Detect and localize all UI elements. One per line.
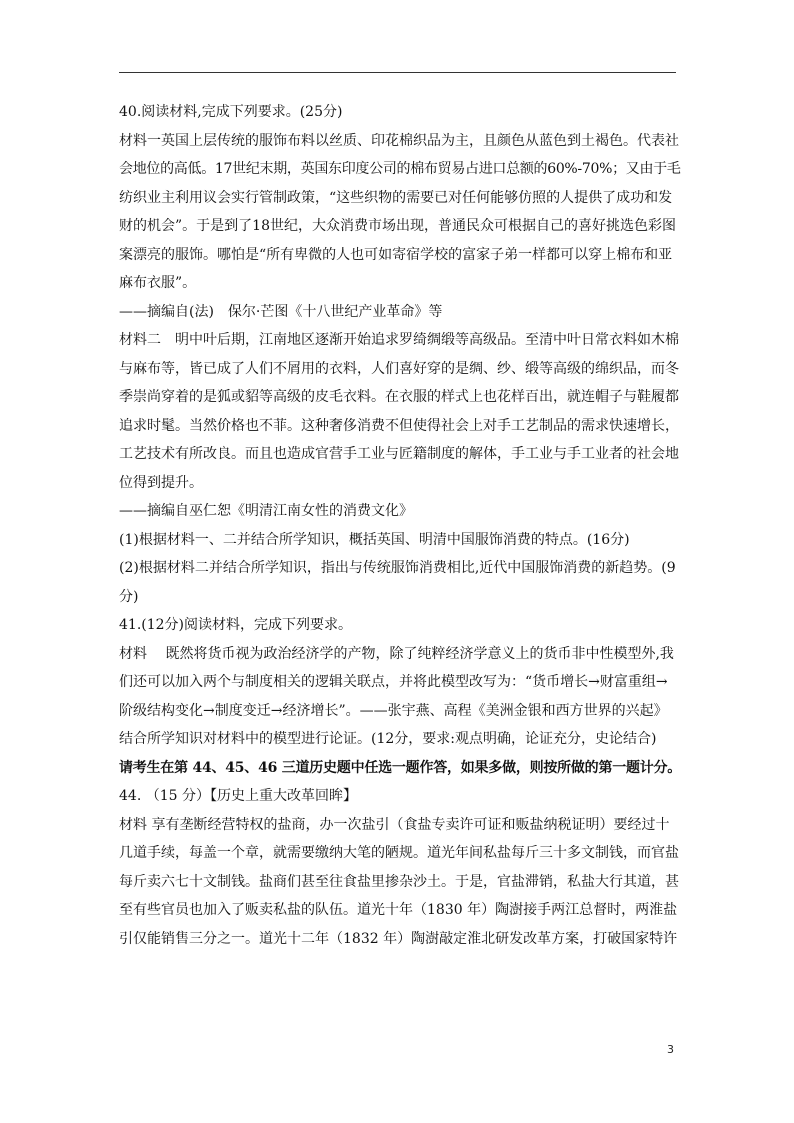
text-line: 位得到提升。 xyxy=(119,474,203,491)
text-line: 40.阅读材料,完成下列要求。(25分) xyxy=(119,104,343,120)
text-line: 每斤卖六七十文制钱。盐商们甚至往食盐里掺杂沙土。于是，官盐滞销，私盐大行其道，甚 xyxy=(119,873,679,890)
text-line: 阶级结构变化→制度变迁→经济增长”。——张宇燕、高程《美洲金银和西方世界的兴起》 xyxy=(119,702,668,719)
text-line: 引仅能销售三分之一。道光十二年（1832 年）陶澍敲定淮北研发改革方案，打破国家特许 xyxy=(119,930,678,947)
text-line: 麻布衣服”。 xyxy=(119,275,197,291)
text-line: 材料 既然将货币视为政治经济学的产物，除了纯粹经济学意义上的货币非中性模型外,我 xyxy=(119,645,674,662)
text-line: ——摘编自巫仁恕《明清江南女性的消费文化》 xyxy=(119,503,413,519)
text-line: 追求时髦。当然价格也不菲。这种奢侈消费不但使得社会上对手工艺制品的需求快速增长， xyxy=(119,417,679,434)
instruction-line: 请考生在第 44、45、46 三道历史题中任选一题作答，如果多做，则按所做的第一题计分。 xyxy=(119,759,682,776)
text-line: 材料 享有垄断经营特权的盐商，办一次盐引（食盐专卖许可证和贩盐纳税证明）要经过十 xyxy=(119,816,670,833)
text-line: 材料二 明中叶后期，江南地区逐渐开始追求罗绮绸缎等高级品。至清中叶日常衣料如木棉 xyxy=(119,332,679,348)
text-line: 工艺技术有所改良。而且也造成官营手工业与匠籍制度的解体，手工业与手工业者的社会地 xyxy=(119,446,679,462)
text-line: 案漂亮的服饰。哪怕是“所有卑微的人也可如寄宿学校的富家子弟一样都可以穿上棉布和亚 xyxy=(119,246,673,263)
header-rule xyxy=(119,72,676,73)
text-line: 纺织业主利用议会实行管制政策，“这些织物的需要已对任何能够仿照的人提供了成功和发 xyxy=(119,189,673,206)
text-line: 材料一英国上层传统的服饰布料以丝质、印花棉织品为主，且颜色从蓝色到土褐色。代表社 xyxy=(119,132,679,149)
text-line: 至有些官员也加入了贩卖私盐的队伍。道光十年（1830 年）陶澍接手两江总督时，两淮盐 xyxy=(119,902,678,918)
text-line: 44. （15 分）【历史上重大改革回眸】 xyxy=(119,788,357,804)
text-line: 们还可以加入两个与制度相关的逻辑关联点，并将此模型改写为：“货币增长→财富重组→ xyxy=(119,674,668,690)
text-line: 分) xyxy=(119,588,139,605)
text-line: 几道手续，每盖一个章，就需要缴纳大笔的陋规。道光年间私盐每斤三十多文制钱，而官盐 xyxy=(119,845,679,861)
document-body xyxy=(119,98,682,953)
text-line: 结合所学知识对材料中的模型进行论证。(12分，要求:观点明确，论证充分，史论结合) xyxy=(119,731,657,747)
text-line: 会地位的高低。17世纪末期，英国东印度公司的棉布贸易占进口总额的60%-70%；又由于毛 xyxy=(119,161,681,177)
text-line: (2)根据材料二并结合所学知识，指出与传统服饰消费相比,近代中国服饰消费的新趋势。(9 xyxy=(119,560,676,576)
text-line: (1)根据材料一、二并结合所学知识，概括英国、明清中国服饰消费的特点。(16分) xyxy=(119,531,630,548)
page-number: 3 xyxy=(667,1043,674,1056)
text-line: ——摘编自(法) 保尔·芒图《十八世纪产业革命》等 xyxy=(119,303,443,320)
text-line: 与麻布等，皆已成了人们不屑用的衣料，人们喜好穿的是绸、纱、缎等高级的绵织品，而冬 xyxy=(119,360,679,377)
text-line: 41.(12分)阅读材料，完成下列要求。 xyxy=(119,617,353,633)
text-line: 季崇尚穿着的是狐或貂等高级的皮毛衣料。在衣服的样式上也花样百出，就连帽子与鞋履都 xyxy=(119,389,679,405)
text-line: 财的机会”。于是到了18世纪，大众消费市场出现，普通民众可根据自己的喜好挑选色彩图 xyxy=(119,218,676,234)
